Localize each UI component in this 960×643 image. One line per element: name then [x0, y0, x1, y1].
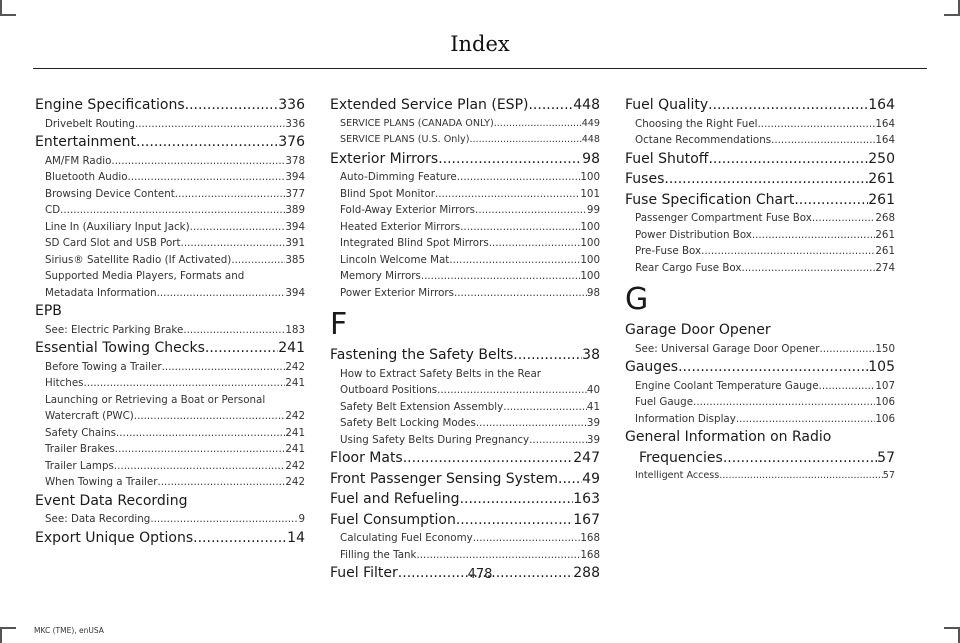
entry-page-number: 168: [580, 548, 600, 561]
entry-title: Fuses: [625, 171, 665, 187]
entry-page-number: 242: [285, 410, 305, 422]
index-subentry-see-data-recording[interactable]: [35, 511, 305, 528]
index-subentry-service-plans-canada-only[interactable]: [330, 116, 600, 133]
entry-page-number: 261: [868, 191, 895, 208]
dot-leader: [437, 382, 587, 399]
index-subentry-line-in-auxiliary-input-jack[interactable]: [35, 219, 305, 236]
entry-page-number: 448: [581, 134, 600, 145]
entry-page-number: 99: [586, 204, 600, 216]
dot-leader: [181, 235, 286, 252]
entry-page-number: 394: [285, 220, 305, 233]
entry-title: Information Display: [635, 412, 736, 425]
entry-title: Power Exterior Mirrors: [340, 286, 454, 299]
entry-title: Outboard Positions: [340, 384, 438, 396]
dot-leader: [114, 458, 285, 475]
entry-title: Metadata Information: [45, 286, 157, 299]
index-subentry-calculating-fuel-economy[interactable]: [330, 530, 600, 547]
index-subentry-when-towing-a-trailer[interactable]: [35, 474, 305, 491]
index-subentry-power-exterior-mirrors[interactable]: [330, 285, 600, 302]
entry-title: Fuel Filter: [330, 565, 398, 581]
dot-leader: [134, 408, 286, 425]
dot-leader: [475, 202, 587, 219]
index-subentry-hitches[interactable]: [35, 375, 305, 392]
section-letter-g: G: [625, 282, 649, 317]
entry-title: Blind Spot Monitor: [340, 187, 435, 200]
entry-page-number: 385: [285, 253, 305, 266]
entry-title: When Towing a Trailer: [45, 476, 158, 488]
entry-page-number: 268: [875, 212, 895, 224]
dot-leader: [678, 357, 868, 378]
entry-page-number: 14: [287, 529, 305, 546]
index-subentry-power-distribution-box[interactable]: [625, 227, 895, 244]
index-subentry-trailer-brakes[interactable]: [35, 441, 305, 458]
index-heading-fuses[interactable]: [625, 169, 895, 190]
entry-page-number: 241: [285, 443, 305, 455]
entry-page-number: 100: [580, 171, 600, 183]
entry-title: Fuel and Refueling: [330, 491, 460, 507]
dot-leader: [558, 469, 582, 490]
entry-title: Bluetooth Audio: [45, 171, 128, 183]
dot-leader: [128, 169, 286, 186]
index-heading-fuel-quality[interactable]: [625, 95, 895, 116]
entry-title: See: Electric Parking Brake: [45, 323, 184, 336]
entry-page-number: 449: [581, 117, 600, 129]
entry-title: CD: [45, 204, 61, 216]
entry-title: Export Unique Options: [35, 529, 194, 546]
entry-page-number: 105: [868, 359, 895, 375]
index-subentry-information-display[interactable]: [625, 411, 895, 428]
dot-leader: [193, 528, 287, 549]
entry-page-number: 247: [573, 450, 600, 466]
index-heading-general-information-on-radio: General Information on Radio: [625, 429, 832, 445]
dot-leader: [162, 359, 286, 376]
entry-page-number: 107: [875, 379, 895, 392]
entry-title: Choosing the Right Fuel: [635, 117, 758, 130]
entry-page-number: 389: [285, 204, 305, 216]
index-subentry-memory-mirrors[interactable]: [330, 268, 600, 285]
entry-page-number: 261: [875, 228, 895, 241]
dot-leader: [157, 285, 286, 302]
dot-leader: [175, 186, 286, 203]
index-subentry-how-to-extract-safety-belts-in-the-rear: How to Extract Safety Belts in the Rear: [340, 367, 542, 380]
index-subentry-fold-away-exterior-mirrors[interactable]: [330, 202, 600, 219]
dot-leader: [771, 132, 875, 149]
dot-leader: [736, 411, 876, 428]
index-column-1: [35, 95, 305, 548]
entry-title: Memory Mirrors: [340, 270, 421, 282]
dot-leader: [794, 190, 868, 211]
entry-title: Pre-Fuse Box: [635, 245, 702, 257]
dot-leader: [231, 252, 285, 269]
entry-title: Exterior Mirrors: [330, 150, 439, 167]
crop-mark-bottom-left: [0, 627, 16, 643]
entry-title: Power Distribution Box: [635, 228, 752, 241]
dot-leader: [185, 95, 279, 116]
entry-title: Safety Belt Locking Modes: [340, 417, 476, 429]
entry-title: SERVICE PLANS (CANADA ONLY): [340, 117, 494, 129]
index-subentry-choosing-the-right-fuel[interactable]: [625, 116, 895, 133]
entry-page-number: 57: [882, 470, 895, 481]
dot-leader: [513, 345, 582, 366]
index-heading-fuse-specification-chart[interactable]: [625, 190, 895, 211]
entry-page-number: 336: [285, 117, 305, 130]
entry-title: Engine Coolant Temperature Gauge: [635, 379, 819, 392]
dot-leader: [752, 227, 875, 244]
dot-leader: [403, 448, 574, 469]
index-subentry-passenger-compartment-fuse-box[interactable]: [625, 210, 895, 227]
entry-page-number: 241: [278, 340, 305, 356]
dot-leader: [456, 510, 573, 531]
entry-page-number: 57: [877, 449, 895, 466]
index-subentry-fuel-gauge[interactable]: [625, 394, 895, 411]
dot-leader: [135, 116, 285, 133]
dot-leader: [158, 474, 286, 491]
entry-page-number: 100: [580, 220, 600, 233]
entry-title: Fuel Quality: [625, 97, 709, 113]
index-heading-frequencies[interactable]: [625, 448, 895, 469]
dot-leader: [719, 468, 882, 485]
entry-page-number: 394: [285, 286, 305, 299]
index-subentry-drivebelt-routing[interactable]: [35, 116, 305, 133]
index-subentry-service-plans-u-s-only[interactable]: [330, 132, 600, 149]
entry-page-number: 377: [285, 187, 305, 200]
index-subentry-using-safety-belts-during-pregnancy[interactable]: [330, 432, 600, 449]
dot-leader: [758, 116, 876, 133]
index-heading-fuel-consumption[interactable]: [330, 510, 600, 531]
dot-leader: [819, 378, 876, 395]
index-subentry-sd-card-slot-and-usb-port[interactable]: [35, 235, 305, 252]
index-subentry-metadata-information[interactable]: [35, 285, 305, 302]
entry-page-number: 242: [285, 476, 305, 488]
index-subentry-heated-exterior-mirrors[interactable]: [330, 219, 600, 236]
index-subentry-supported-media-players-formats-and: Supported Media Players, Formats and: [45, 270, 245, 282]
index-subentry-intelligent-access[interactable]: [625, 468, 895, 485]
dot-leader: [115, 441, 286, 458]
entry-title: Auto-Dimming Feature: [340, 171, 457, 183]
entry-title: Fastening the Safety Belts: [330, 347, 514, 363]
dot-leader: [473, 530, 581, 547]
entry-title: Essential Towing Checks: [35, 340, 205, 356]
entry-page-number: 41: [586, 400, 600, 413]
entry-page-number: 100: [580, 237, 600, 249]
entry-page-number: 106: [875, 396, 895, 408]
dot-leader: [421, 268, 580, 285]
entry-title: Trailer Brakes: [45, 443, 115, 455]
entry-page-number: 164: [875, 117, 895, 130]
entry-page-number: 336: [278, 97, 305, 113]
entry-page-number: 98: [586, 286, 600, 299]
dot-leader: [723, 448, 877, 469]
dot-leader: [190, 219, 286, 236]
index-subentry-cd[interactable]: [35, 202, 305, 219]
index-heading-fuel-and-refueling[interactable]: [330, 489, 600, 510]
index-subentry-see-electric-parking-brake[interactable]: [35, 322, 305, 339]
entry-page-number: 100: [580, 270, 600, 282]
index-heading-event-data-recording: Event Data Recording: [35, 492, 188, 509]
entry-title: Fuel Consumption: [330, 511, 456, 528]
entry-title: Integrated Blind Spot Mirrors: [340, 237, 489, 249]
entry-title: Rear Cargo Fuse Box: [635, 261, 742, 274]
dot-leader: [476, 415, 587, 432]
index-subentry-blind-spot-monitor[interactable]: [330, 186, 600, 203]
index-subentry-before-towing-a-trailer[interactable]: [35, 359, 305, 376]
index-subentry-see-universal-garage-door-opener[interactable]: [625, 341, 895, 358]
entry-page-number: 391: [285, 237, 305, 249]
dot-leader: [489, 235, 581, 252]
entry-page-number: 288: [573, 565, 600, 581]
index-heading-garage-door-opener: Garage Door Opener: [625, 322, 771, 338]
entry-page-number: 242: [285, 459, 305, 472]
entry-page-number: 242: [285, 360, 305, 373]
index-subentry-lincoln-welcome-mat[interactable]: [330, 252, 600, 269]
entry-page-number: 101: [580, 187, 600, 200]
page-number: 478: [467, 567, 493, 582]
index-subentry-rear-cargo-fuse-box[interactable]: [625, 260, 895, 277]
entry-page-number: 106: [875, 412, 895, 425]
index-heading-extended-service-plan-esp[interactable]: [330, 95, 600, 116]
index-subentry-sirius-satellite-radio-if-activated[interactable]: [35, 252, 305, 269]
index-heading-essential-towing-checks[interactable]: [35, 338, 305, 359]
index-heading-fuel-shutoff[interactable]: [625, 149, 895, 170]
entry-title: Calculating Fuel Economy: [340, 532, 473, 544]
index-subentry-auto-dimming-feature[interactable]: [330, 169, 600, 186]
entry-page-number: 274: [875, 261, 895, 274]
index-subentry-watercraft-pwc[interactable]: [35, 408, 305, 425]
index-subentry-bluetooth-audio[interactable]: [35, 169, 305, 186]
entry-title: SD Card Slot and USB Port: [45, 237, 181, 249]
entry-title: Octane Recommendations: [635, 134, 772, 146]
index-heading-floor-mats[interactable]: [330, 448, 600, 469]
entry-page-number: 448: [573, 97, 600, 113]
dot-leader: [693, 394, 875, 411]
entry-title: Passenger Compartment Fuse Box: [635, 212, 812, 224]
index-subentry-filling-the-tank[interactable]: [330, 547, 600, 564]
entry-title: Sirius® Satellite Radio (If Activated): [45, 253, 232, 266]
index-subentry-octane-recommendations[interactable]: [625, 132, 895, 149]
dot-leader: [742, 260, 876, 277]
dot-leader: [449, 252, 580, 269]
footer-document-id: MKC (TME), enUSA: [34, 626, 104, 635]
entry-page-number: 40: [586, 384, 600, 396]
dot-leader: [664, 169, 868, 190]
entry-page-number: 39: [586, 417, 600, 429]
index-subentry-engine-coolant-temperature-gauge[interactable]: [625, 378, 895, 395]
index-subentry-launching-or-retrieving-a-boat-or-personal: Launching or Retrieving a Boat or Personal: [45, 393, 266, 406]
entry-page-number: 261: [868, 171, 895, 187]
section-letter-f: F: [330, 307, 348, 342]
dot-leader: [438, 149, 582, 170]
index-heading-epb: EPB: [35, 303, 62, 319]
index-heading-export-unique-options[interactable]: [35, 528, 305, 549]
entry-title: Safety Chains: [45, 426, 116, 439]
entry-page-number: 150: [875, 342, 895, 355]
entry-page-number: 250: [868, 150, 895, 167]
entry-title: Fold-Away Exterior Mirrors: [340, 204, 476, 216]
dot-leader: [708, 95, 868, 116]
dot-leader: [435, 186, 580, 203]
entry-page-number: 164: [868, 97, 895, 113]
entry-title: Front Passenger Sensing System: [330, 470, 559, 487]
entry-page-number: 163: [573, 491, 600, 507]
entry-page-number: 164: [875, 134, 895, 146]
index-subentry-trailer-lamps[interactable]: [35, 458, 305, 475]
dot-leader: [469, 132, 581, 149]
entry-page-number: 100: [580, 253, 600, 266]
entry-page-number: 241: [285, 426, 305, 439]
entry-title: Fuel Gauge: [635, 396, 694, 408]
index-subentry-safety-belt-extension-assembly[interactable]: [330, 399, 600, 416]
index-heading-engine-specifications[interactable]: [35, 95, 305, 116]
header-rule: [33, 68, 927, 69]
entry-title: Hitches: [45, 377, 84, 389]
dot-leader: [457, 169, 581, 186]
entry-title: Watercraft (PWC): [45, 410, 134, 422]
entry-page-number: 378: [285, 154, 305, 167]
index-heading-fastening-the-safety-belts[interactable]: [330, 345, 600, 366]
entry-title: Gauges: [625, 359, 679, 375]
crop-mark-bottom-right: [944, 627, 960, 643]
entry-page-number: 49: [582, 470, 600, 487]
index-subentry-outboard-positions[interactable]: [330, 382, 600, 399]
entry-title: SERVICE PLANS (U.S. Only): [340, 134, 470, 145]
entry-title: Intelligent Access: [635, 470, 720, 481]
crop-mark-top-right: [944, 0, 960, 16]
entry-title: Engine Specifications: [35, 97, 185, 113]
index-subentry-integrated-blind-spot-mirrors[interactable]: [330, 235, 600, 252]
dot-leader: [205, 338, 278, 359]
dot-leader: [528, 95, 573, 116]
entry-title: Frequencies: [639, 449, 723, 466]
dot-leader: [454, 285, 587, 302]
entry-title: Safety Belt Extension Assembly: [340, 400, 504, 413]
index-subentry-safety-chains[interactable]: [35, 425, 305, 442]
dot-leader: [136, 132, 278, 153]
dot-leader: [812, 210, 875, 227]
index-heading-exterior-mirrors[interactable]: [330, 149, 600, 170]
entry-page-number: 167: [573, 511, 600, 528]
index-subentry-safety-belt-locking-modes[interactable]: [330, 415, 600, 432]
entry-title: Browsing Device Content: [45, 187, 175, 200]
dot-leader: [708, 149, 868, 170]
dot-leader: [460, 219, 580, 236]
entry-title: Drivebelt Routing: [45, 117, 135, 130]
dot-leader: [60, 202, 285, 219]
entry-title: AM/FM Radio: [45, 154, 112, 167]
dot-leader: [417, 547, 581, 564]
entry-page-number: 394: [285, 171, 305, 183]
index-column-3: [625, 95, 895, 485]
index-subentry-browsing-device-content[interactable]: [35, 186, 305, 203]
index-subentry-pre-fuse-box[interactable]: [625, 243, 895, 260]
index-column-2: [330, 95, 600, 584]
entry-page-number: 38: [582, 347, 600, 363]
entry-title: Entertainment: [35, 134, 137, 150]
entry-title: Line In (Auxiliary Input Jack): [45, 220, 190, 233]
entry-title: Lincoln Welcome Mat: [340, 253, 450, 266]
entry-page-number: 9: [298, 513, 305, 525]
entry-title: See: Universal Garage Door Opener: [635, 342, 820, 355]
dot-leader: [183, 322, 285, 339]
dot-leader: [150, 511, 298, 528]
entry-page-number: 98: [582, 150, 600, 167]
entry-page-number: 261: [875, 245, 895, 257]
entry-title: Heated Exterior Mirrors: [340, 220, 461, 233]
entry-page-number: 183: [285, 323, 305, 336]
dot-leader: [701, 243, 875, 260]
entry-title: Extended Service Plan (ESP): [330, 97, 529, 113]
dot-leader: [84, 375, 286, 392]
index-heading-entertainment[interactable]: [35, 132, 305, 153]
entry-title: Fuse Specification Chart: [625, 191, 795, 208]
index-subentry-am-fm-radio[interactable]: [35, 153, 305, 170]
entry-title: Before Towing a Trailer: [45, 360, 162, 373]
entry-page-number: 39: [586, 433, 600, 446]
entry-title: Trailer Lamps: [45, 459, 114, 472]
dot-leader: [819, 341, 875, 358]
entry-title: Filling the Tank: [340, 548, 417, 561]
dot-leader: [494, 116, 582, 133]
index-heading-gauges[interactable]: [625, 357, 895, 378]
entry-title: See: Data Recording: [45, 513, 151, 525]
entry-title: Floor Mats: [330, 450, 403, 466]
dot-leader: [111, 153, 285, 170]
index-heading-front-passenger-sensing-system[interactable]: [330, 469, 600, 490]
dot-leader: [503, 399, 587, 416]
dot-leader: [529, 432, 587, 449]
entry-page-number: 376: [278, 134, 305, 150]
entry-title: Fuel Shutoff: [625, 150, 709, 167]
entry-page-number: 168: [580, 532, 600, 544]
dot-leader: [116, 425, 285, 442]
crop-mark-top-left: [0, 0, 16, 16]
entry-page-number: 241: [285, 377, 305, 389]
page-title: Index: [450, 32, 510, 56]
dot-leader: [460, 489, 574, 510]
entry-title: Using Safety Belts During Pregnancy: [340, 433, 530, 446]
